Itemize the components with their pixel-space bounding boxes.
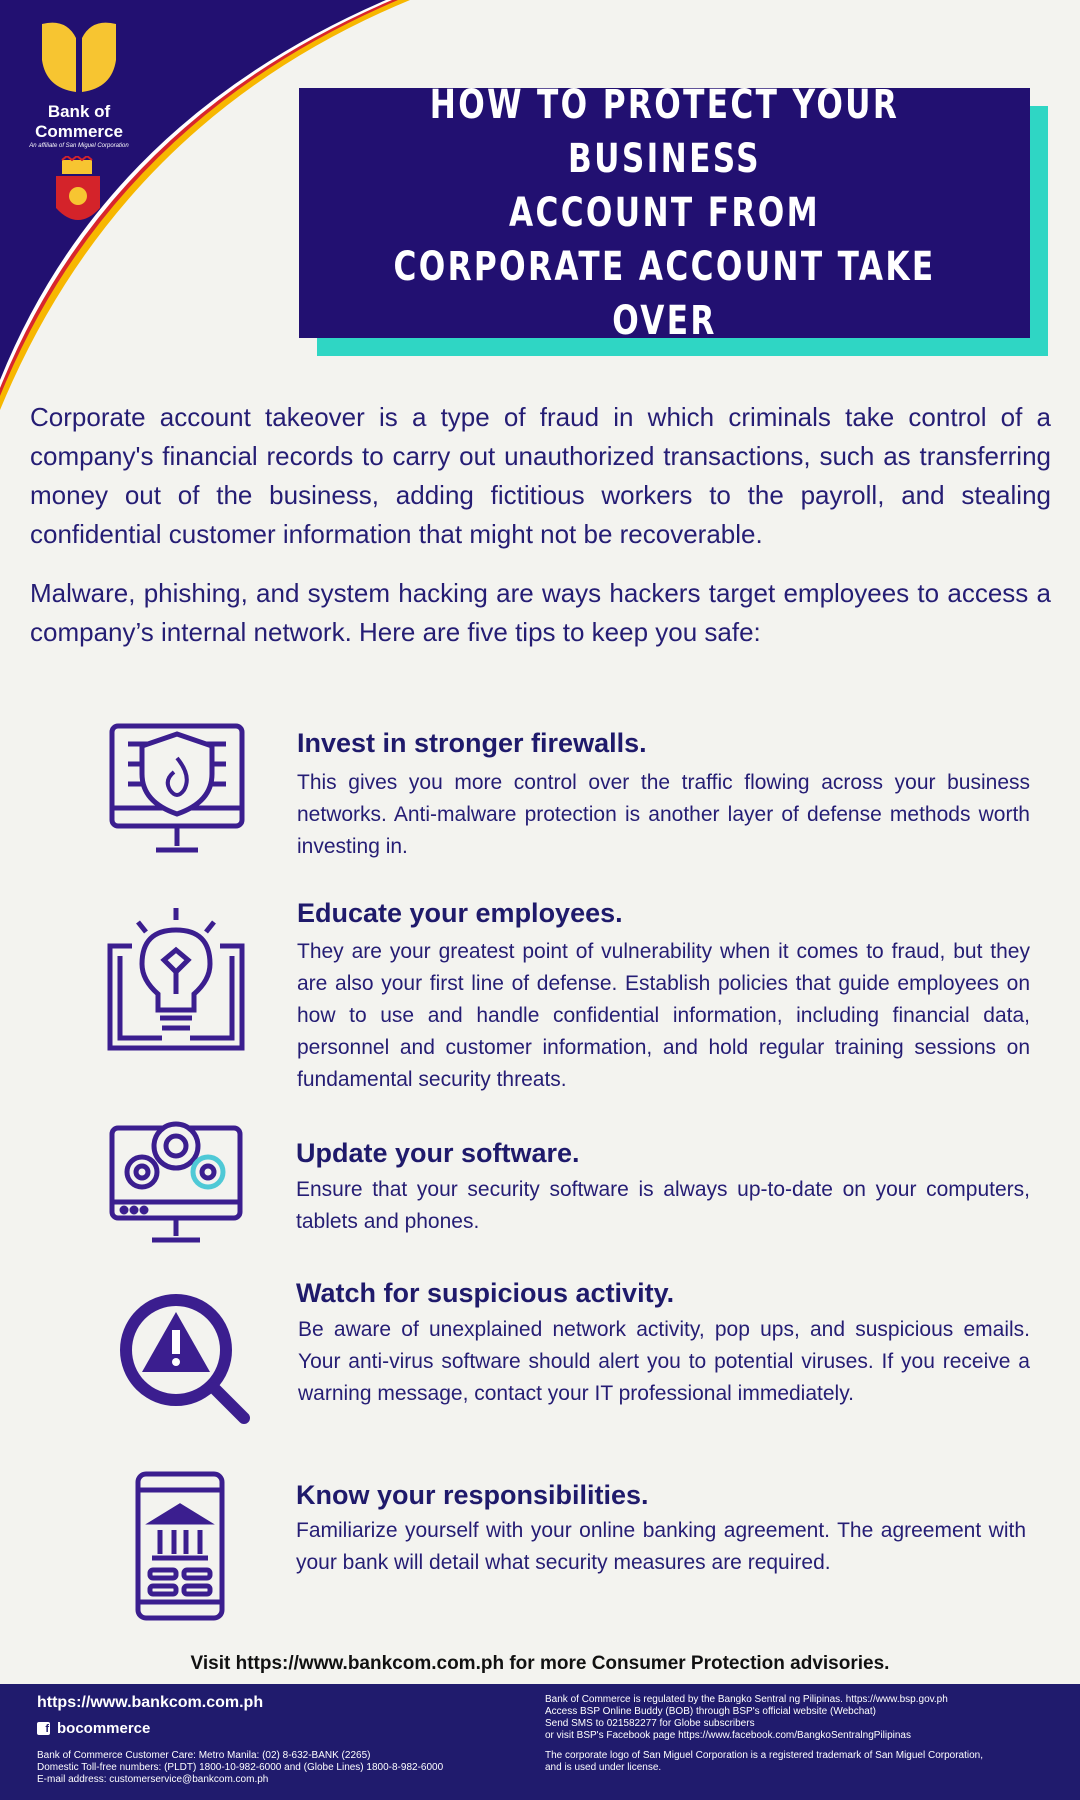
footer-website-link[interactable]: https://www.bankcom.com.ph [37, 1694, 264, 1711]
petal-logo-icon [36, 18, 122, 96]
firewall-monitor-icon [108, 722, 246, 858]
toll-free-line: Domestic Toll-free numbers: (PLDT) 1800-10-982-6000 and (Globe Lines) 1800-8-982-6000 [37, 1762, 444, 1773]
tip-title: Invest in stronger firewalls. [297, 728, 647, 758]
tip-body: Ensure that your security software is always up-to-date on your computers, tablets and phones. [296, 1178, 1030, 1233]
footer-regulatory-info [545, 1694, 1045, 1774]
footer-contact-info [37, 1750, 443, 1786]
facebook-icon: f [37, 1722, 50, 1735]
tip-body: Familiarize yourself with your online banking agreement. The agreement with your bank will detail what security measures are required. [296, 1519, 1026, 1574]
regulatory-line: Send SMS to 021582277 for Globe subscribers [545, 1718, 755, 1729]
footer [0, 1684, 1080, 1800]
tip-title: Know your responsibilities. [296, 1480, 649, 1510]
lightbulb-book-icon [102, 906, 250, 1054]
regulatory-line: or visit BSP's Facebook page https://www.facebook.com/BangkoSentralngPilipinas [545, 1730, 911, 1741]
regulatory-line: Bank of Commerce is regulated by the Bangko Sentral ng Pilipinas. https://www.bsp.gov.ph [545, 1694, 948, 1705]
gears-monitor-icon [108, 1112, 244, 1248]
tip-body: They are your greatest point of vulnerability when it comes to fraud, but they are also your first line of defense. Establish policies that guide employees on how to use and handle confidential information, including financial data, personnel and customer information, and hold regular training sessions on fundamental security threats. [297, 940, 1030, 1091]
brand-name-line2: Commerce [35, 122, 123, 141]
intro-paragraph-1: Corporate account takeover is a type of fraud in which criminals take control of a company's financial records to carry out unauthorized transactions, such as transferring money out of the business, adding fictitious workers to the payroll, and stealing confidential customer information that might not be recoverable. [30, 402, 1051, 549]
tip-body: This gives you more control over the traffic flowing across your business networks. Anti-malware protection is another layer of defense methods worth investing in. [297, 771, 1030, 858]
trademark-line: The corporate logo of San Miguel Corporation is a registered trademark of San Miguel Corporation, [545, 1750, 984, 1761]
tip-title: Watch for suspicious activity. [296, 1278, 675, 1308]
title-line1: HOW TO PROTECT YOUR BUSINESS [429, 82, 900, 182]
regulatory-line: Access BSP Online Buddy (BOB) through BSP's official website (Webchat) [545, 1706, 876, 1717]
tip-body: Be aware of unexplained network activity, pop ups, and suspicious emails. Your anti-virus software should alert you to potential viruses. If you receive a warning message, contact your IT professional immediately. [298, 1318, 1030, 1405]
brand-name-line1: Bank of [47, 102, 111, 121]
brand-tagline: An affiliate of San Miguel Corporation [29, 143, 129, 149]
footer-social-handle: bocommerce [57, 1720, 151, 1737]
mobile-bank-icon [134, 1470, 226, 1622]
tip-title: Educate your employees. [297, 898, 623, 928]
intro-paragraph-2: Malware, phishing, and system hacking are ways hackers target employees to access a company’s internal network. Here are five tips to keep you safe: [30, 578, 1051, 647]
email-line[interactable]: E-mail address: customerservice@bankcom.com.ph [37, 1774, 269, 1785]
trademark-line: and is used under license. [545, 1762, 662, 1773]
magnifier-warning-icon [118, 1292, 252, 1426]
page-title [299, 82, 1030, 344]
visit-website-note: Visit https://www.bankcom.com.ph for more Consumer Protection advisories. [190, 1653, 890, 1674]
customer-care-line: Bank of Commerce Customer Care: Metro Manila: (02) 8-632-BANK (2265) [37, 1750, 371, 1761]
title-line2: ACCOUNT FROM [508, 190, 821, 236]
title-line3: CORPORATE ACCOUNT TAKE OVER [393, 244, 936, 344]
brand-logo [20, 18, 138, 149]
tip-title: Update your software. [296, 1138, 580, 1168]
footer-social-link[interactable] [37, 1720, 150, 1737]
san-miguel-crest-icon [50, 156, 106, 236]
